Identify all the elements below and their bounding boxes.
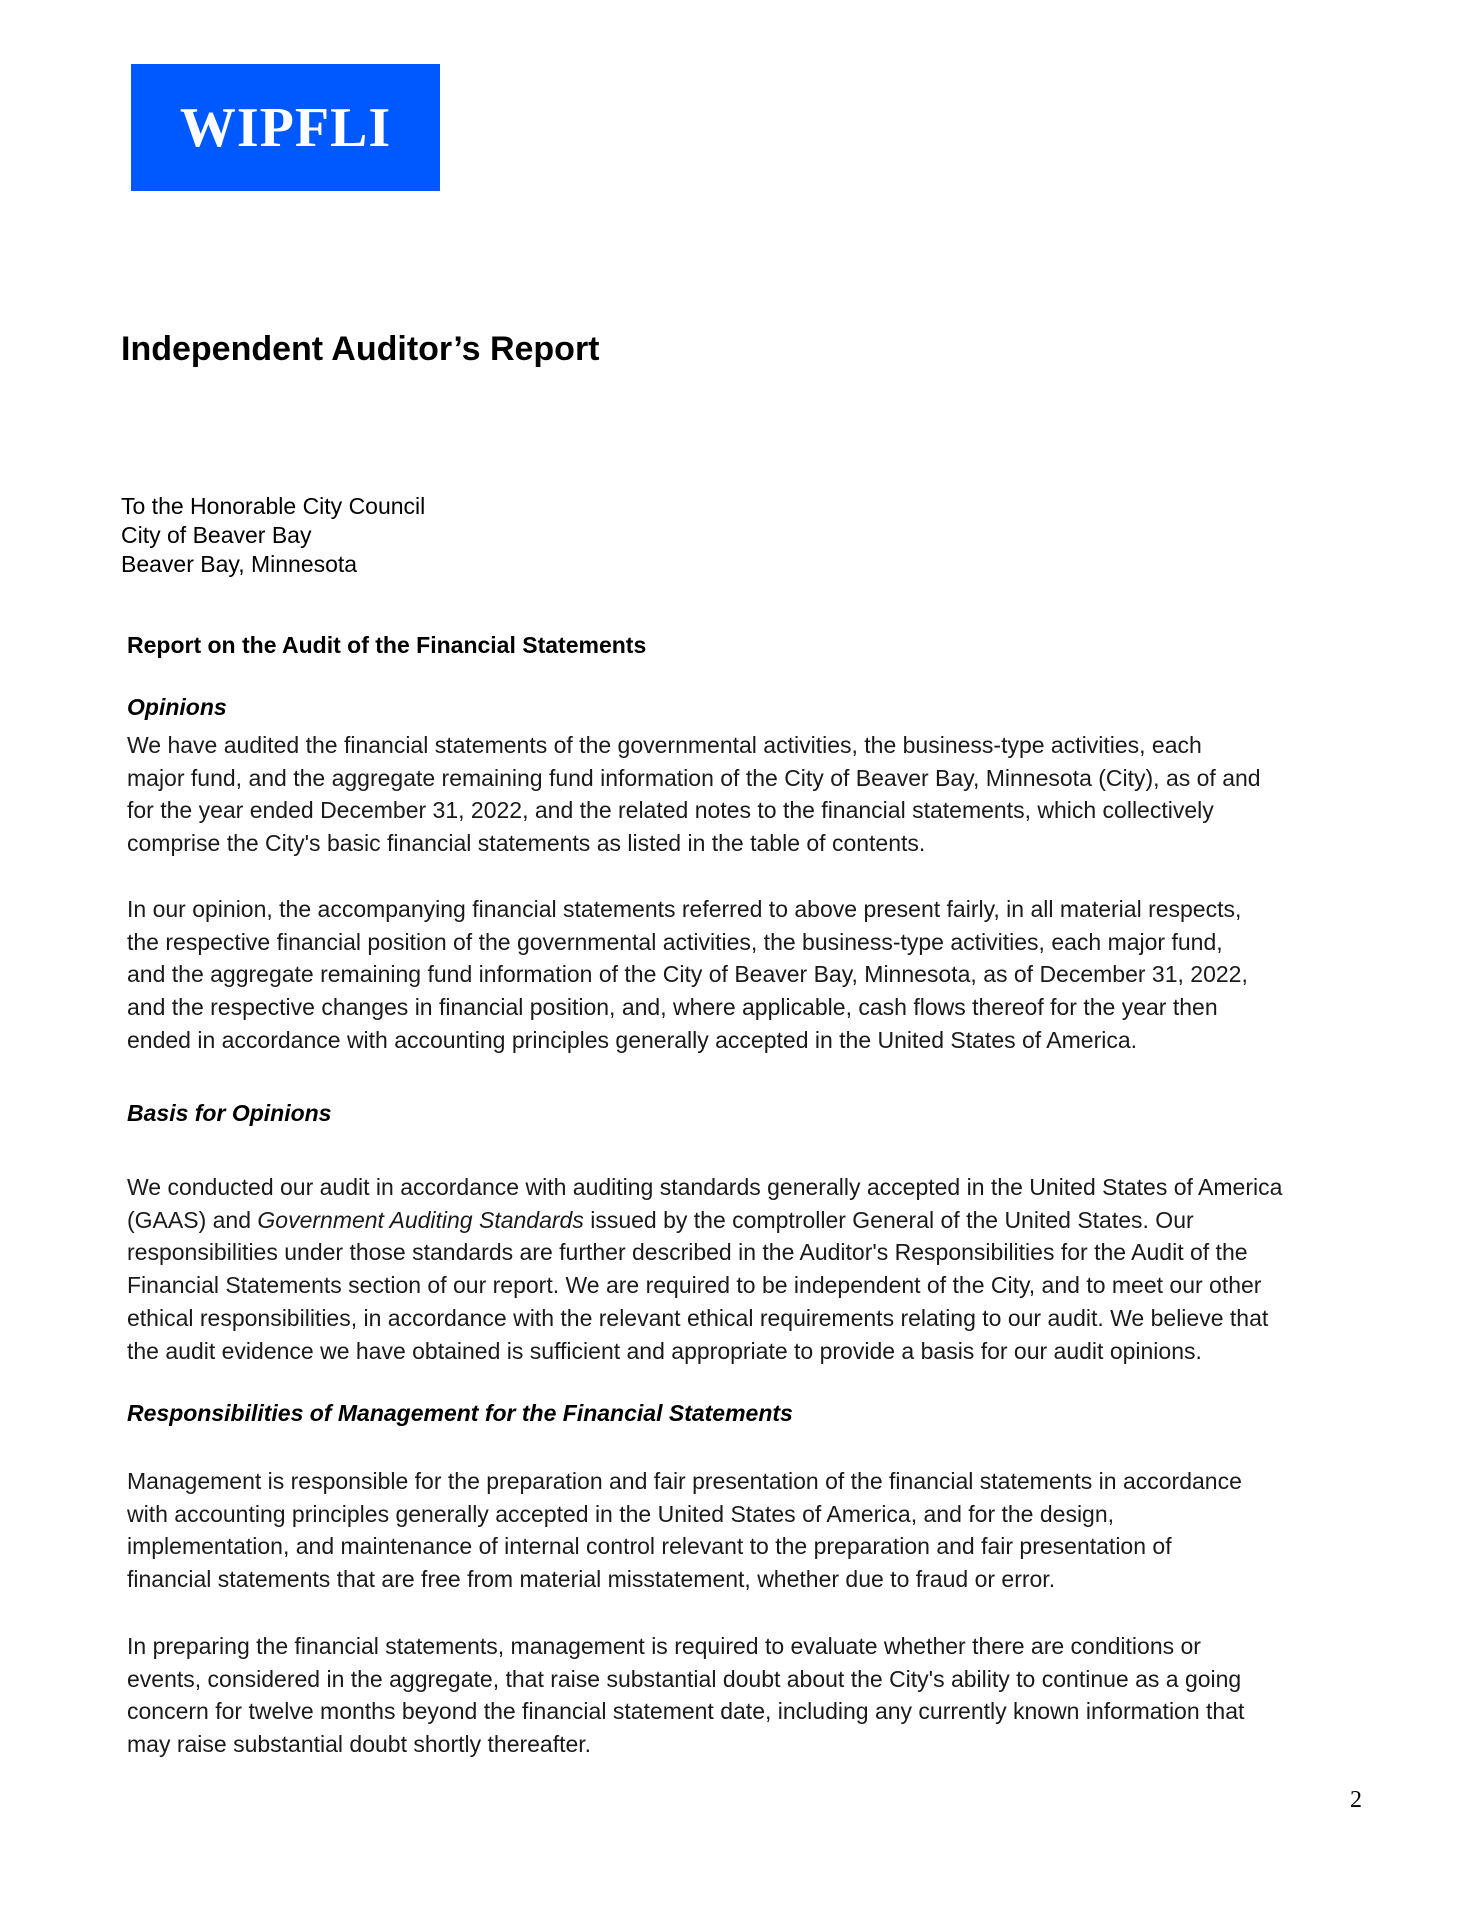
text-segment: issued by the comptroller General of the United States. Our xyxy=(583,1206,1194,1233)
text-line: comprise the City's basic financial statements as listed in the table of contents. xyxy=(127,830,926,857)
opinions-heading: Opinions xyxy=(127,694,227,720)
report-title: Independent Auditor’s Report xyxy=(121,330,600,368)
text-line: implementation, and maintenance of internal control relevant to the preparation and fair presentation of xyxy=(127,1533,1172,1560)
text-line: In preparing the financial statements, management is required to evaluate whether there are conditions or xyxy=(127,1633,1201,1659)
text-line: ethical responsibilities, in accordance with the relevant ethical requirements relating to our audit. We believe that xyxy=(127,1304,1269,1331)
addressee-line: To the Honorable City Council xyxy=(121,493,426,519)
text-line: In our opinion, the accompanying financial statements referred to above present fairly, in all material respects, xyxy=(127,896,1242,922)
opinions-paragraph-2 xyxy=(127,893,1372,1057)
text-line: events, considered in the aggregate, that raise substantial doubt about the City's ability to continue as a going xyxy=(127,1665,1242,1692)
management-heading: Responsibilities of Management for the Financial Statements xyxy=(127,1400,793,1426)
addressee-block xyxy=(121,492,425,579)
addressee-line: City of Beaver Bay xyxy=(121,522,312,548)
logo-text: WIPFLI xyxy=(179,96,392,159)
text-line: may raise substantial doubt shortly thereafter. xyxy=(127,1731,592,1758)
text-line: concern for twelve months beyond the financial statement date, including any currently known information that xyxy=(127,1698,1245,1725)
page-number: 2 xyxy=(1350,1787,1362,1813)
opinions-paragraph-1 xyxy=(127,729,1372,860)
addressee-line: Beaver Bay, Minnesota xyxy=(121,551,358,577)
text-line: financial statements that are free from material misstatement, whether due to fraud or error. xyxy=(127,1566,1056,1593)
management-paragraph-1 xyxy=(127,1465,1372,1596)
text-segment: (GAAS) and xyxy=(127,1206,258,1233)
text-line: ended in accordance with accounting principles generally accepted in the United States of America. xyxy=(127,1026,1138,1053)
text-line: the audit evidence we have obtained is sufficient and appropriate to provide a basis for our audit opinions. xyxy=(127,1337,1202,1364)
text-line: with accounting principles generally accepted in the United States of America, and for the design, xyxy=(127,1500,1115,1527)
text-line: We conducted our audit in accordance with auditing standards generally accepted in the United States of America xyxy=(127,1174,1283,1200)
italic-title: Government Auditing Standards xyxy=(257,1206,584,1233)
text-line: Financial Statements section of our report. We are required to be independent of the City, and to meet our other xyxy=(127,1272,1262,1299)
wipfli-logo xyxy=(131,64,440,191)
text-line: major fund, and the aggregate remaining fund information of the City of Beaver Bay, Minnesota (City), as of and xyxy=(127,764,1261,791)
text-line: We have audited the financial statements of the governmental activities, the business-type activities, each xyxy=(127,732,1202,758)
text-line: responsibilities under those standards are further described in the Auditor's Responsibilities for the Audit of the xyxy=(127,1239,1248,1266)
text-line: and the aggregate remaining fund information of the City of Beaver Bay, Minnesota, as of December 31, 2022, xyxy=(127,961,1248,988)
section-heading: Report on the Audit of the Financial Statements xyxy=(127,632,647,658)
text-line: and the respective changes in financial position, and, where applicable, cash flows thereof for the year then xyxy=(127,994,1218,1021)
management-paragraph-2 xyxy=(127,1630,1372,1761)
text-line: the respective financial position of the governmental activities, the business-type activities, each major fund, xyxy=(127,928,1223,955)
text-line: Management is responsible for the preparation and fair presentation of the financial statements in accordance xyxy=(127,1468,1242,1494)
basis-heading: Basis for Opinions xyxy=(127,1100,332,1126)
text-line: for the year ended December 31, 2022, and the related notes to the financial statements, which collectively xyxy=(127,797,1214,824)
text-line xyxy=(127,1204,1372,1237)
basis-paragraph xyxy=(127,1171,1372,1367)
